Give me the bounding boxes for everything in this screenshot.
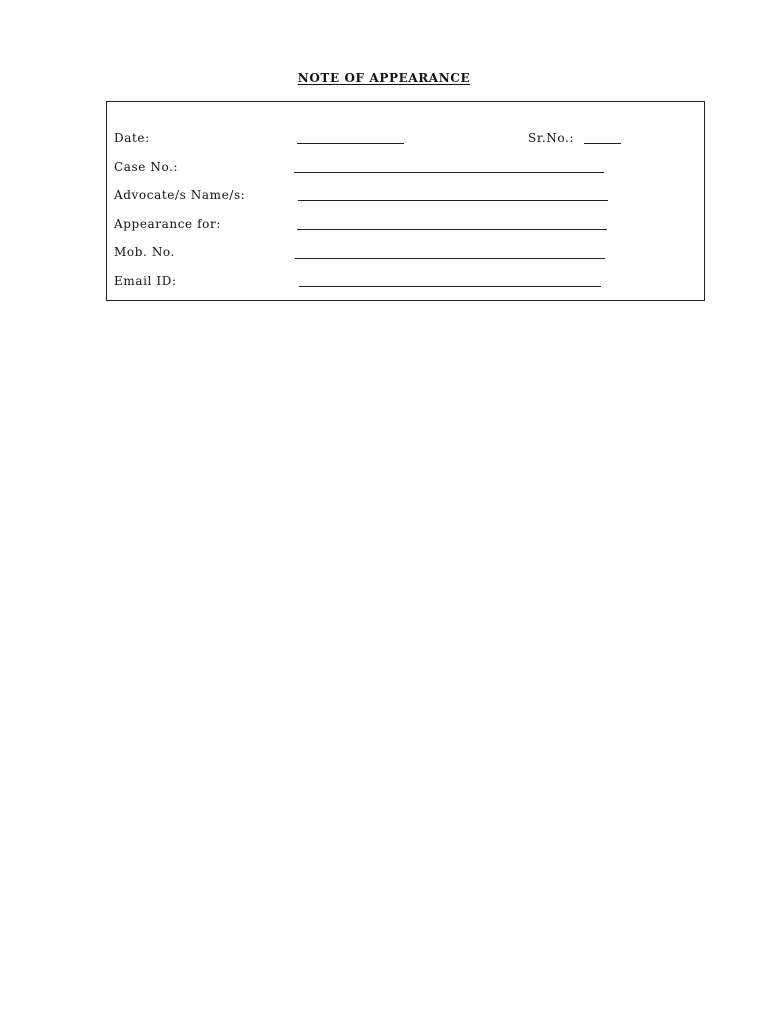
advocate-name-label: Advocate/s Name/s: <box>114 188 246 202</box>
appearance-for-field[interactable] <box>297 229 607 230</box>
mob-no-field[interactable] <box>295 258 605 259</box>
document-title: NOTE OF APPEARANCE <box>297 71 471 85</box>
appearance-form-box <box>106 101 705 301</box>
mob-no-label: Mob. No. <box>114 245 175 259</box>
case-no-label: Case No.: <box>114 160 179 174</box>
sr-no-field[interactable] <box>584 143 621 144</box>
case-no-field[interactable] <box>294 172 604 173</box>
email-id-label: Email ID: <box>114 274 177 288</box>
advocate-name-field[interactable] <box>298 200 608 201</box>
date-field[interactable] <box>297 143 404 144</box>
date-label: Date: <box>114 131 150 145</box>
sr-no-label: Sr.No.: <box>528 131 575 145</box>
appearance-for-label: Appearance for: <box>114 217 221 231</box>
email-id-field[interactable] <box>299 286 601 287</box>
